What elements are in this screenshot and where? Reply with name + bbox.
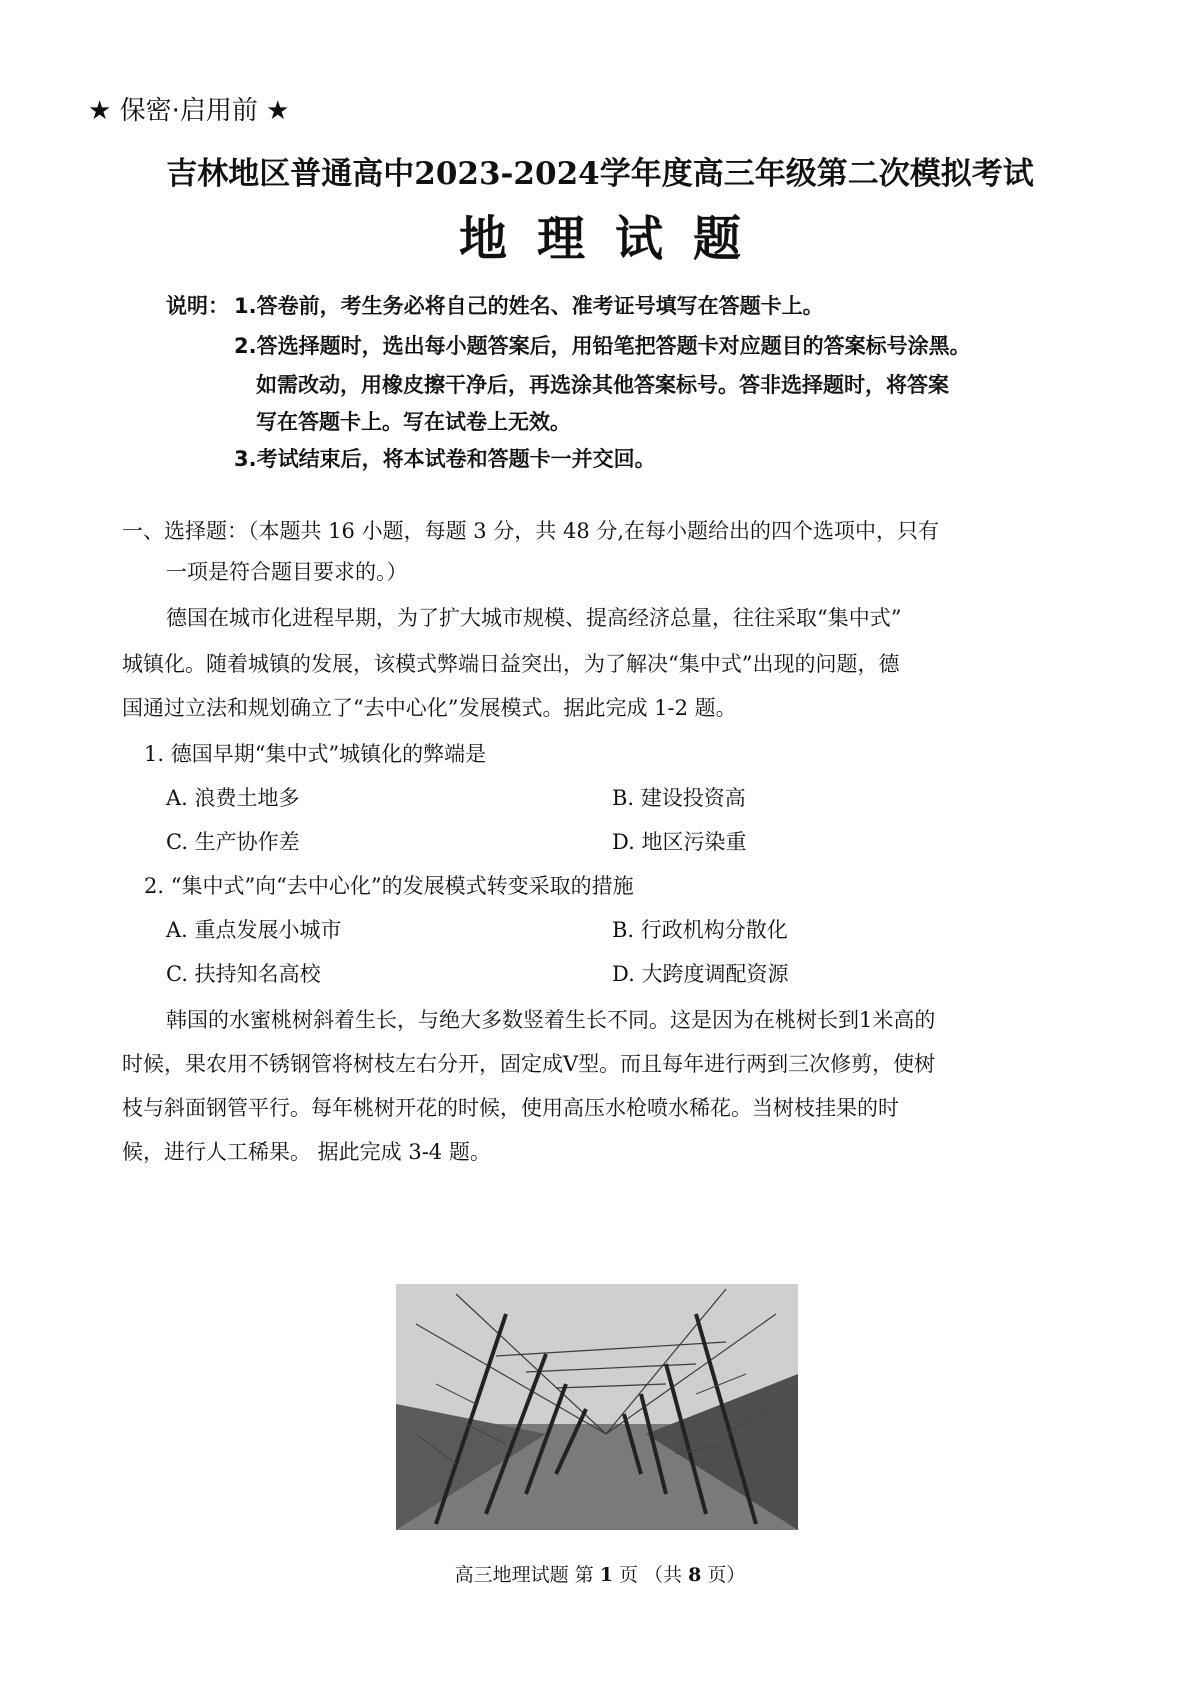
question-2-stem: 2. “集中式”向“去中心化”的发展模式转变采取的措施: [144, 874, 634, 898]
exam-title: 吉林地区普通高中2023-2024学年度高三年级第二次模拟考试: [166, 156, 1034, 192]
question-1-stem: 1. 德国早期“集中式”城镇化的弊端是: [144, 742, 487, 766]
question-1-option-b: B. 建设投资高: [612, 786, 746, 810]
passage2-line: 时候，果农用不锈钢管将树枝左右分开，固定成V型。而且每年进行两到三次修剪，使树: [122, 1052, 936, 1076]
question-1-option-d: D. 地区污染重: [612, 830, 747, 854]
passage2-line: 枝与斜面钢管平行。每年桃树开花的时候，使用高压水枪喷水稀花。当树枝挂果的时: [122, 1096, 899, 1120]
subject-title: 地理试题: [458, 211, 771, 267]
passage1-line: 城镇化。随着城镇的发展，该模式弊端日益突出，为了解决“集中式”出现的问题，德: [122, 652, 900, 676]
passage1-line: 德国在城市化进程早期，为了扩大城市规模、提高经济总量，往往采取“集中式”: [166, 606, 902, 630]
page-number: 1: [599, 1564, 613, 1586]
instruction-2-cont-1: 如需改动，用橡皮擦干净后，再选涂其他答案标号。答非选择题时，将答案: [256, 373, 949, 397]
question-2-option-c: C. 扶持知名高校: [166, 962, 321, 986]
total-pages: 8: [688, 1564, 702, 1586]
instruction-1: 1.答卷前，考生务必将自己的姓名、准考证号填写在答题卡上。: [234, 294, 824, 318]
passage1-line: 国通过立法和规划确立了“去中心化”发展模式。据此完成 1-2 题。: [122, 696, 737, 720]
question-2-option-a: A. 重点发展小城市: [166, 918, 342, 942]
peach-orchard-photo: [396, 1284, 798, 1530]
instruction-3: 3.考试结束后，将本试卷和答题卡一并交回。: [234, 447, 656, 471]
passage2-line: 韩国的水蜜桃树斜着生长，与绝大多数竖着生长不同。这是因为在桃树长到1米高的: [166, 1008, 936, 1032]
section-heading: 一、选择题：（本题共 16 小题，每题 3 分，共 48 分,在每小题给出的四个选项中，只有: [122, 519, 940, 543]
section-heading-cont: 一项是符合题目要求的。）: [166, 560, 408, 584]
question-2-option-d: D. 大跨度调配资源: [612, 962, 789, 986]
instruction-2-cont-2: 写在答题卡上。写在试卷上无效。: [256, 410, 571, 434]
page-footer: 高三地理试题 第 1 页 （共 8 页）: [454, 1564, 746, 1586]
confidential-mark: ★ 保密·启用前 ★: [88, 96, 290, 126]
question-1-option-c: C. 生产协作差: [166, 830, 300, 854]
instruction-2: 2.答选择题时，选出每小题答案后，用铅笔把答题卡对应题目的答案标号涂黑。: [234, 334, 971, 358]
passage2-line: 候，进行人工稀果。 据此完成 3-4 题。: [122, 1140, 491, 1164]
question-1-option-a: A. 浪费土地多: [166, 786, 300, 810]
question-2-option-b: B. 行政机构分散化: [612, 918, 788, 942]
instructions-label: 说明：: [166, 294, 229, 318]
